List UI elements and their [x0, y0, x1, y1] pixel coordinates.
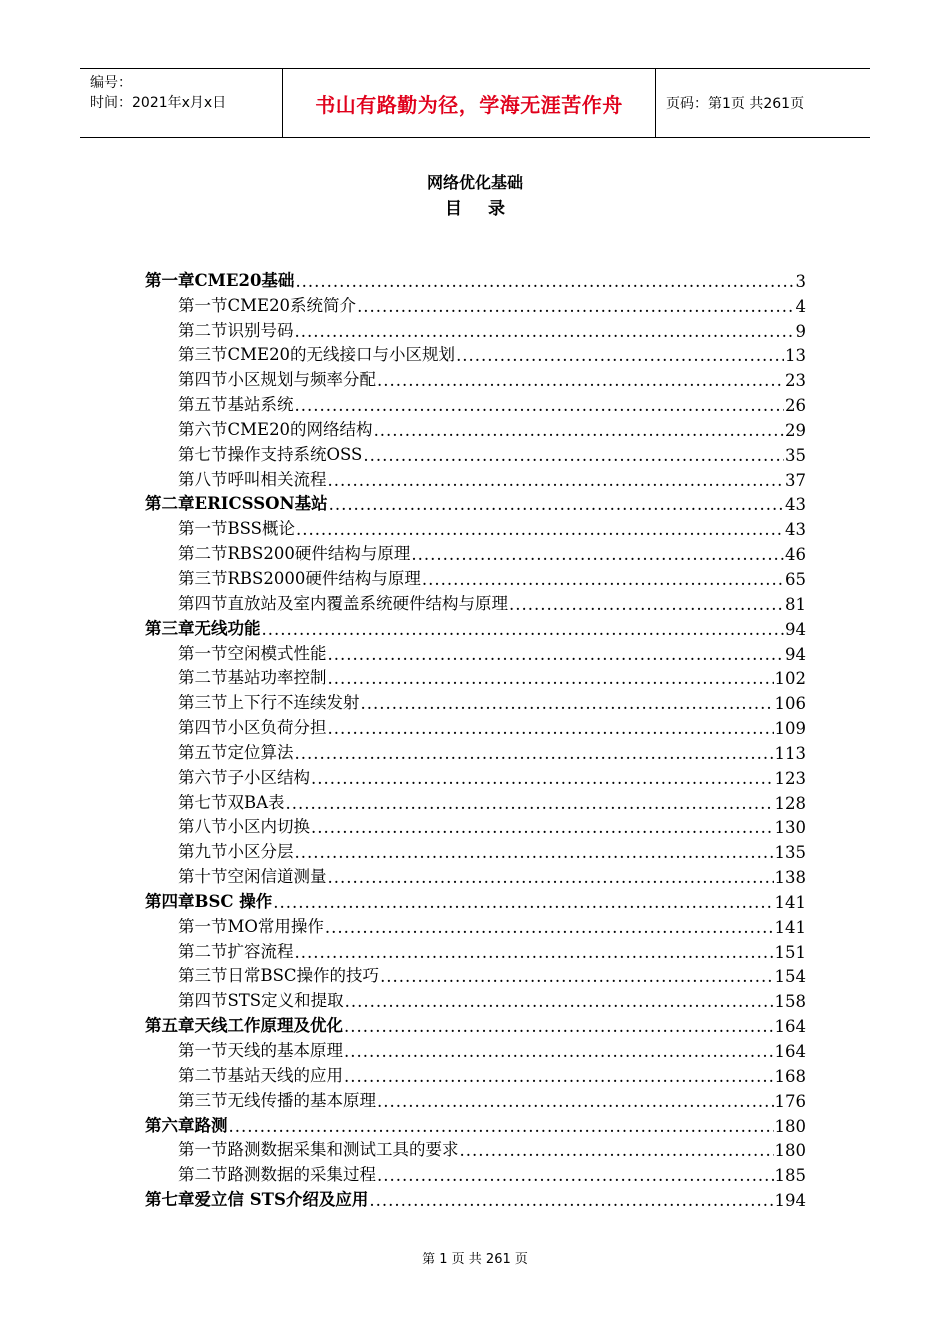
toc-entry-page: 43 [785, 520, 806, 540]
toc-entry-number: 第五节 [178, 742, 228, 762]
toc-entry-title: 无线功能 [194, 618, 261, 638]
toc-entry-page: 46 [785, 545, 806, 565]
toc-dot-leader [311, 818, 774, 837]
toc-entry-page: 194 [774, 1191, 806, 1211]
toc-entry-title: 扩容流程 [227, 941, 294, 961]
toc-entry-number: 第一节 [178, 643, 228, 663]
toc-dot-leader [509, 595, 784, 614]
toc-section-entry[interactable] [145, 1086, 806, 1111]
toc-entry-page: 164 [774, 1042, 806, 1061]
toc-entry-number: 第九节 [178, 842, 228, 862]
toc-entry-title: 直放站及室内覆盖系统硬件结构与原理 [227, 593, 508, 613]
toc-entry-page: 3 [795, 271, 806, 291]
toc-entry-page: 141 [774, 892, 806, 912]
toc-entry-title: CME20系统简介 [227, 295, 357, 315]
toc-entry-title: CME20的网络结构 [227, 419, 373, 439]
toc-dot-leader [296, 520, 784, 539]
toc-entry-number: 第四节 [178, 991, 228, 1011]
toc-chapter-entry[interactable] [145, 614, 806, 639]
toc-entry-number: 第八节 [178, 817, 228, 837]
toc-dot-leader [369, 1191, 773, 1210]
toc-entry-page: 123 [774, 768, 806, 788]
toc-section-entry[interactable] [145, 912, 806, 937]
document-number-label: 编号： [90, 75, 132, 91]
toc-entry-page: 102 [774, 669, 806, 689]
toc-entry-page: 151 [774, 942, 806, 962]
toc-dot-leader [328, 471, 785, 490]
toc-section-entry[interactable] [145, 589, 806, 614]
document-title: 网络优化基础 [426, 173, 523, 192]
toc-entry-number: 第三节 [178, 693, 228, 713]
toc-dot-leader [328, 868, 774, 887]
toc-section-entry[interactable] [145, 763, 806, 788]
toc-section-entry[interactable] [145, 639, 806, 664]
toc-section-entry[interactable] [145, 564, 806, 589]
toc-section-entry[interactable] [145, 1061, 806, 1086]
toc-entry-page: 113 [774, 743, 806, 763]
toc-entry-page: 94 [785, 619, 806, 639]
toc-dot-leader [295, 943, 774, 962]
toc-entry-title: RBS200硬件结构与原理 [227, 544, 411, 564]
toc-entry-title: 路测 [194, 1115, 228, 1135]
toc-entry-number: 第四节 [178, 718, 228, 738]
toc-entry-title: 空闲信道测量 [227, 867, 327, 887]
toc-entry-title: 基站系统 [227, 395, 294, 415]
toc-dot-leader [345, 992, 774, 1011]
toc-entry-number: 第三节 [178, 1090, 228, 1110]
table-of-contents [145, 266, 806, 1210]
toc-entry-number: 第一节 [178, 1140, 228, 1160]
toc-entry-title: 小区分层 [227, 842, 294, 862]
toc-entry-page: 35 [785, 445, 806, 465]
toc-dot-leader [344, 1017, 774, 1036]
toc-entry-title: 天线的基本原理 [227, 1041, 343, 1060]
toc-entry-title: 定位算法 [227, 742, 294, 762]
toc-entry-page: 154 [774, 967, 806, 987]
toc-dot-leader [273, 893, 773, 912]
toc-section-entry[interactable] [145, 1136, 806, 1161]
toc-entry-number: 第四节 [178, 593, 228, 613]
toc-dot-leader [377, 1166, 774, 1185]
toc-entry-number: 第八节 [178, 469, 228, 489]
toc-entry-page: 141 [774, 917, 806, 937]
toc-entry-title: 子小区结构 [227, 767, 310, 787]
header-page-info: 页码：第1页 共261页 [666, 96, 805, 112]
toc-section-entry[interactable] [145, 316, 806, 341]
toc-dot-leader [295, 843, 774, 862]
toc-dot-leader [229, 1117, 774, 1136]
toc-section-entry[interactable] [145, 539, 806, 564]
toc-heading: 目 录 [445, 199, 515, 219]
toc-entry-number: 第四节 [178, 370, 228, 390]
toc-entry-title: 空闲模式性能 [227, 643, 327, 663]
toc-entry-page: 65 [785, 569, 806, 589]
toc-entry-page: 106 [774, 694, 806, 714]
toc-dot-leader [328, 669, 774, 688]
toc-entry-title: 基站天线的应用 [227, 1065, 343, 1085]
toc-dot-leader [460, 1141, 774, 1160]
toc-entry-page: 180 [774, 1141, 806, 1161]
toc-dot-leader [344, 1042, 774, 1061]
toc-entry-number: 第三节 [178, 568, 228, 588]
toc-entry-title: CME20的无线接口与小区规划 [227, 345, 456, 365]
toc-entry-number: 第三节 [178, 345, 228, 365]
toc-entry-page: 176 [774, 1091, 806, 1111]
toc-entry-page: 81 [785, 594, 806, 614]
toc-entry-page: 180 [774, 1116, 806, 1136]
toc-entry-number: 第三章 [145, 618, 195, 638]
toc-entry-number: 第一节 [178, 519, 228, 539]
toc-dot-leader [311, 769, 774, 788]
toc-section-entry[interactable] [145, 862, 806, 887]
toc-section-entry[interactable] [145, 341, 806, 366]
toc-entry-page: 94 [785, 644, 806, 664]
toc-chapter-entry[interactable] [145, 490, 806, 515]
toc-entry-number: 第二章 [145, 494, 195, 514]
toc-entry-number: 第二节 [178, 941, 228, 961]
toc-entry-number: 第七章 [145, 1190, 195, 1210]
toc-entry-number: 第二节 [178, 1165, 228, 1185]
toc-entry-title: 基站功率控制 [227, 668, 327, 688]
toc-entry-page: 130 [774, 818, 806, 838]
toc-section-entry[interactable] [145, 713, 806, 738]
toc-dot-leader [363, 446, 784, 465]
toc-entry-title: 呼叫相关流程 [227, 469, 327, 489]
toc-entry-number: 第二节 [178, 544, 228, 564]
header-motto: 书山有路勤为径，学海无涯苦作舟 [282, 69, 656, 137]
toc-entry-title: 小区内切换 [227, 817, 310, 837]
toc-section-entry[interactable] [145, 514, 806, 539]
toc-section-entry[interactable] [145, 1160, 806, 1185]
toc-dot-leader [295, 744, 774, 763]
toc-entry-number: 第六节 [178, 767, 228, 787]
toc-dot-leader [262, 620, 785, 639]
toc-dot-leader [411, 545, 784, 564]
toc-entry-title: 天线工作原理及优化 [194, 1016, 343, 1036]
toc-entry-page: 29 [785, 420, 806, 440]
toc-dot-leader [456, 346, 784, 365]
toc-entry-number: 第七节 [178, 444, 228, 464]
toc-section-entry[interactable] [145, 937, 806, 962]
toc-entry-number: 第一节 [178, 916, 228, 936]
toc-entry-title: 路测数据采集和测试工具的要求 [227, 1140, 459, 1160]
toc-dot-leader [328, 719, 774, 738]
toc-entry-title: BSS概论 [227, 519, 295, 539]
toc-section-entry[interactable] [145, 986, 806, 1011]
toc-section-entry[interactable] [145, 813, 806, 838]
toc-dot-leader [374, 421, 784, 440]
toc-chapter-entry[interactable] [145, 1111, 806, 1136]
toc-entry-page: 9 [795, 321, 806, 341]
toc-chapter-entry[interactable] [145, 887, 806, 912]
toc-entry-page: 164 [774, 1017, 806, 1037]
toc-entry-page: 109 [774, 719, 806, 739]
toc-chapter-entry[interactable] [145, 1011, 806, 1036]
toc-entry-title: 爱立信 STS介绍及应用 [194, 1190, 369, 1210]
toc-chapter-entry[interactable] [145, 1185, 806, 1210]
toc-dot-leader [295, 396, 785, 415]
toc-section-entry[interactable] [145, 415, 806, 440]
toc-dot-leader [377, 1092, 774, 1111]
toc-entry-number: 第五节 [178, 395, 228, 415]
header-meta [80, 69, 282, 137]
toc-entry-number: 第四章 [145, 891, 195, 911]
toc-entry-number: 第十节 [178, 867, 228, 887]
toc-entry-page: 185 [774, 1166, 806, 1186]
page-footer: 第 1 页 共 261 页 [422, 1252, 528, 1267]
toc-entry-page: 4 [795, 296, 806, 316]
toc-section-entry[interactable] [145, 788, 806, 813]
toc-entry-title: STS定义和提取 [227, 991, 344, 1011]
toc-entry-number: 第二节 [178, 320, 228, 340]
toc-dot-leader [377, 371, 784, 390]
toc-section-entry[interactable] [145, 291, 806, 316]
toc-entry-title: MO常用操作 [227, 916, 324, 936]
toc-entry-number: 第一节 [178, 295, 228, 315]
toc-entry-number: 第一章 [145, 270, 195, 290]
toc-entry-page: 43 [785, 495, 806, 515]
toc-section-entry[interactable] [145, 664, 806, 689]
toc-dot-leader [361, 694, 774, 713]
toc-dot-leader [422, 570, 784, 589]
toc-entry-number: 第二节 [178, 1065, 228, 1085]
toc-section-entry[interactable] [145, 962, 806, 987]
toc-entry-title: 路测数据的采集过程 [227, 1165, 376, 1185]
toc-section-entry[interactable] [145, 837, 806, 862]
toc-entry-number: 第六节 [178, 419, 228, 439]
toc-dot-leader [380, 967, 773, 986]
toc-entry-title: 小区负荷分担 [227, 718, 327, 738]
toc-dot-leader [329, 495, 784, 514]
toc-section-entry[interactable] [145, 365, 806, 390]
page-header [80, 68, 870, 138]
toc-entry-page: 158 [774, 992, 806, 1012]
toc-entry-title: 操作支持系统OSS [227, 444, 363, 464]
toc-dot-leader [357, 297, 794, 316]
toc-entry-page: 37 [785, 470, 806, 490]
toc-entry-title: CME20基础 [194, 270, 295, 290]
toc-entry-title: RBS2000硬件结构与原理 [227, 568, 421, 588]
toc-entry-title: ERICSSON基站 [194, 494, 328, 514]
toc-dot-leader [328, 645, 785, 664]
toc-entry-title: 小区规划与频率分配 [227, 370, 376, 390]
toc-entry-page: 138 [774, 868, 806, 888]
toc-entry-page: 128 [774, 793, 806, 813]
toc-section-entry[interactable] [145, 390, 806, 415]
toc-section-entry[interactable] [145, 738, 806, 763]
toc-entry-page: 23 [785, 371, 806, 391]
toc-section-entry[interactable] [145, 440, 806, 465]
toc-entry-page: 135 [774, 843, 806, 863]
toc-section-entry[interactable] [145, 688, 806, 713]
toc-entry-title: 识别号码 [227, 320, 294, 340]
toc-entry-title: BSC 操作 [194, 891, 273, 911]
toc-dot-leader [325, 918, 774, 937]
toc-entry-number: 第二节 [178, 668, 228, 688]
toc-dot-leader [295, 272, 794, 291]
toc-entry-title: 双BA表 [227, 792, 285, 812]
toc-entry-title: 无线传播的基本原理 [227, 1090, 376, 1110]
toc-entry-number: 第七节 [178, 792, 228, 812]
toc-entry-number: 第六章 [145, 1115, 195, 1135]
toc-dot-leader [295, 322, 795, 341]
toc-entry-number: 第三节 [178, 966, 228, 986]
toc-entry-title: 上下行不连续发射 [227, 693, 360, 713]
document-time-label: 时间：2021年x月x日 [90, 95, 227, 111]
toc-chapter-entry[interactable] [145, 266, 806, 291]
toc-entry-page: 26 [785, 396, 806, 416]
toc-entry-number: 第一节 [178, 1041, 228, 1060]
toc-section-entry[interactable] [145, 1036, 806, 1061]
toc-dot-leader [286, 794, 774, 813]
toc-section-entry[interactable] [145, 465, 806, 490]
toc-entry-number: 第五章 [145, 1016, 195, 1036]
toc-dot-leader [344, 1067, 774, 1086]
toc-entry-page: 168 [774, 1066, 806, 1086]
toc-entry-title: 日常BSC操作的技巧 [227, 966, 380, 986]
toc-entry-page: 13 [785, 346, 806, 366]
